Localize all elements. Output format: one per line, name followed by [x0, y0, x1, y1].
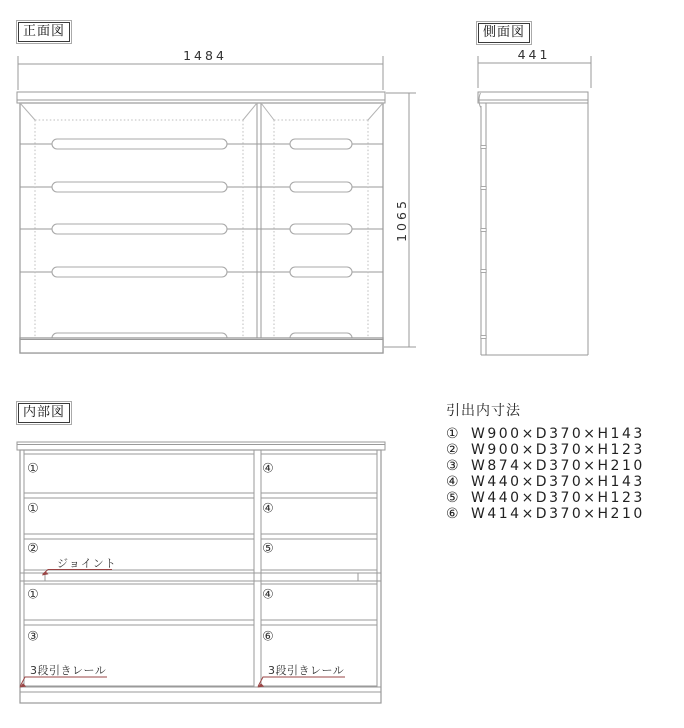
- side-drawer-gap: [481, 270, 486, 273]
- cell-number: ④: [262, 587, 274, 603]
- cell-number: ④: [262, 461, 274, 477]
- dimension-list-item: [446, 458, 678, 474]
- cell-number: ②: [27, 541, 39, 557]
- item-size: W900×D370×H123: [471, 442, 645, 458]
- item-number: ⑤: [446, 490, 459, 506]
- cell-number: ①: [27, 461, 39, 477]
- drawer-handle: [52, 267, 227, 277]
- internal-view-label: 内部図: [18, 403, 70, 423]
- internal-top-panel: [17, 442, 385, 450]
- item-number: ④: [446, 474, 459, 490]
- item-size: W440×D370×H123: [471, 490, 645, 506]
- cell-number: ⑤: [262, 541, 274, 557]
- front-height-dim-text: 1065: [394, 198, 409, 242]
- cell-number: ①: [27, 501, 39, 517]
- dimension-list-item: [446, 442, 678, 458]
- front-view-drawing: [17, 48, 416, 353]
- side-view-label: 側面図: [478, 23, 530, 43]
- internal-view-drawing: [17, 442, 385, 703]
- cell-number: ③: [27, 629, 39, 645]
- front-width-dim-text: 1484: [183, 48, 227, 63]
- side-width-dimension: [478, 47, 591, 88]
- side-drawer-gap: [481, 146, 486, 149]
- side-top-panel: [478, 92, 588, 103]
- item-size: W874×D370×H210: [471, 458, 645, 474]
- drawer-handle: [52, 182, 227, 192]
- front-base: [20, 338, 383, 353]
- rail-annotation-right-text: 3段引きレール: [268, 664, 345, 677]
- joint-annotation-text: ジョイント: [57, 557, 117, 570]
- cell-number: ①: [27, 587, 39, 603]
- drawer-dimensions-list: [446, 403, 678, 522]
- item-size: W440×D370×H143: [471, 474, 645, 490]
- rail-annotation-left-text: 3段引きレール: [30, 664, 107, 677]
- drawer-handle: [290, 224, 352, 234]
- side-drawer-gap: [481, 187, 486, 190]
- cell-number: ④: [262, 501, 274, 517]
- item-size: W900×D370×H143: [471, 426, 645, 442]
- rail-annotation-right: [258, 663, 346, 688]
- front-width-dimension: [18, 48, 383, 90]
- drawer-handle: [52, 139, 227, 149]
- dimension-list-item: [446, 506, 678, 522]
- item-size: W414×D370×H210: [471, 506, 645, 522]
- item-number: ⑥: [446, 506, 459, 522]
- side-view-drawing: [478, 47, 591, 355]
- side-drawer-gap: [481, 229, 486, 232]
- cell-number: ⑥: [262, 629, 274, 645]
- dimension-list-item: [446, 474, 678, 490]
- dimension-list-item: [446, 490, 678, 506]
- side-drawer-gap: [481, 336, 486, 339]
- rail-annotation-left: [20, 663, 108, 688]
- front-height-dimension: [384, 93, 416, 347]
- front-view-label: 正面図: [18, 22, 70, 42]
- joint-rail: [20, 573, 381, 581]
- drawer-handle: [290, 182, 352, 192]
- drawer-handle: [290, 267, 352, 277]
- drawer-handle: [52, 224, 227, 234]
- item-number: ①: [446, 426, 459, 442]
- front-top-panel: [17, 92, 385, 103]
- item-number: ③: [446, 458, 459, 474]
- dimensions-list-title: 引出内寸法: [446, 403, 521, 419]
- side-width-dim-text: 441: [517, 47, 551, 62]
- drawer-handle: [290, 139, 352, 149]
- dimension-list-item: [446, 426, 678, 442]
- item-number: ②: [446, 442, 459, 458]
